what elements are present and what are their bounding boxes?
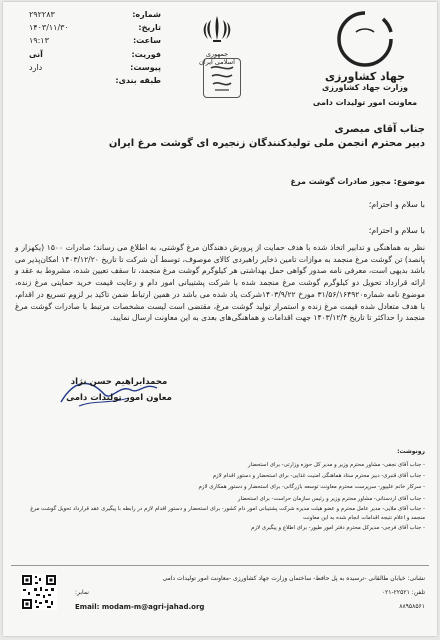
signer-name: محمدابراهیم حسن نژاد	[70, 377, 168, 387]
number-value: ۲۹۲۲۸۳	[29, 10, 55, 19]
time-value: ۱۹:۱۳	[29, 36, 49, 46]
urgency-label: فوریت:	[131, 49, 161, 59]
phone-label: تلفن:	[411, 589, 425, 596]
cc-item: - جناب آقای فرجی- مدیرکل محترم دفتر امور طیور- برای اطلاع و پیگیری لازم	[251, 524, 425, 531]
addressee-block	[25, 124, 425, 149]
jahad-logo-icon	[336, 10, 394, 68]
greeting-line-1: با سلام و احترام؛	[368, 200, 425, 209]
cc-item: - جناب آقای قنبری- دبیر محترم ستاد هماهنگی امنیت غذایی- برای استحضار و دستور اقدام لازم	[212, 473, 425, 480]
footer-address: نشانی: خیابان طالقانی -ترسیده به پل حافظ- ساختمان وزارت جهاد کشاورزی -معاونت امور تولیدات دامی	[162, 575, 425, 582]
ministry-name: وزارت جهاد کشاورزی	[321, 83, 408, 92]
addressee-name: جناب آقای مبصری	[334, 124, 425, 135]
department-name: معاونت امور تولیدات دامی	[312, 98, 418, 107]
government-name: جمهوری اسلامی ایران	[199, 50, 235, 66]
footer-code: ۸۸۹۵۸۵۶۱	[399, 603, 425, 610]
letter-meta	[11, 8, 161, 87]
cc-item: - سرکار خانم علیپور- سرپرست محترم معاونت توسعه بازرگانی- برای استحضار و دستور همکاری لازم	[198, 484, 425, 491]
letter-page	[3, 2, 437, 636]
logo-name: جهاد کشاورزی	[324, 70, 406, 83]
letter-subject: موضوع: مجوز صادرات گوشت مرغ	[290, 177, 425, 186]
cc-item: - جناب آقای ملایی- مدیر عامل محترم و عضو هیئت مدیره شرکت پشتیبانی امور دام کشور- برای استحضار و دستور اقدام لازم در رابطه با پیگیری عقد قرارداد تحویل گوشت مرغ منجمد و اعلام نتیجه اقدامات انجام شده به این معاونت	[30, 505, 425, 521]
ministry-logo	[305, 10, 425, 107]
footer-divider	[11, 565, 429, 566]
phone-number: ۲۲۵۲۱-۰۲۱	[381, 589, 410, 596]
attachment-label: پیوست:	[130, 62, 161, 72]
letter-body: نظر به هماهنگی و تدابیر اتخاذ شده با هدف حمایت از پرورش دهندگان مرغ گوشتی، به اطلاع می رساند؛ صادرات ۱۵۰۰ (یکهزار و پانصد) تن گوشت مرغ منجمد به موازات تامین ذخایر راهبردی کالای موصوف، توسط آن شرکت تا تاریخ ۱۴۰۳/۱۲/۲۰ امکان‌پذیر می باشد بدیهی است، معرفی نامه صدور گواهی حمل بهداشتی هر کیلوگرم گوشت مرغ منجمد، تا سقف تعیین شده، مشروط به عقد و ارائه قرارداد تحویل دو کیلوگرم گوشت مرغ منجمد شده با شرکت پشتیبانی امور دام و رعایت قیمت خرید حمایتی مرغ زنده، موضوع نامه شماره۳۱/۵۶/۱۶۴۹۲۰ مورخ ۱۴۰۳/۹/۲۲شرکت یاد شده می باشد در همین ارتباط ضمن تاکید بر لزوم تسریع در اقدام، با هدف متعادل شده قیمت مرغ زنده و استمرار تولید گوشت مرغ، مقتضی است لیست مشخصات مرتبط با صادرات گوشت مرغ منجمد را حداکثر تا تاریخ ۱۴۰۳/۱۲/۴ جهت اقدامات و هماهنگی‌های بعدی به این معاونت ارسال نمایید.	[15, 243, 425, 323]
emblem-icon	[201, 14, 233, 44]
seal-mark-icon	[207, 62, 237, 94]
greeting-line-2: با سلام و احترام؛	[368, 226, 425, 235]
date-label: تاریخ:	[138, 23, 161, 33]
fax-label: نمابر:	[75, 589, 89, 596]
time-label: ساعت:	[132, 36, 161, 46]
classification-label: طبقه بندی:	[115, 76, 161, 86]
urgency-value: آنی	[29, 49, 43, 59]
addressee-title: دبیر محترم انجمن ملی تولیدکنندگان زنجیره ای گوشت مرغ ایران	[108, 138, 425, 149]
footer-email: Email: modam-m@agri-jahad.org	[75, 603, 205, 611]
signer-title: معاون امور تولیدات دامی	[66, 393, 172, 403]
cc-list	[20, 460, 425, 534]
signature-block	[45, 374, 193, 406]
date-value: ۱۴۰۳/۱۱/۳۰	[29, 23, 69, 33]
cc-title: رونوشت:	[397, 448, 425, 455]
footer	[75, 572, 425, 614]
cc-item: - جناب آقای اردستانی- مشاور محترم وزیر و رئیس سازمان حراست- برای استحضار	[237, 495, 425, 502]
qr-code-icon	[21, 574, 57, 610]
number-label: شماره:	[132, 10, 161, 19]
secretariat-seal	[203, 58, 241, 98]
attachment-value: دارد	[29, 62, 43, 72]
cc-item: - جناب آقای نجفی- مشاور محترم وزیر و مدیر کل حوزه وزارتی- برای استحضار	[248, 462, 425, 468]
